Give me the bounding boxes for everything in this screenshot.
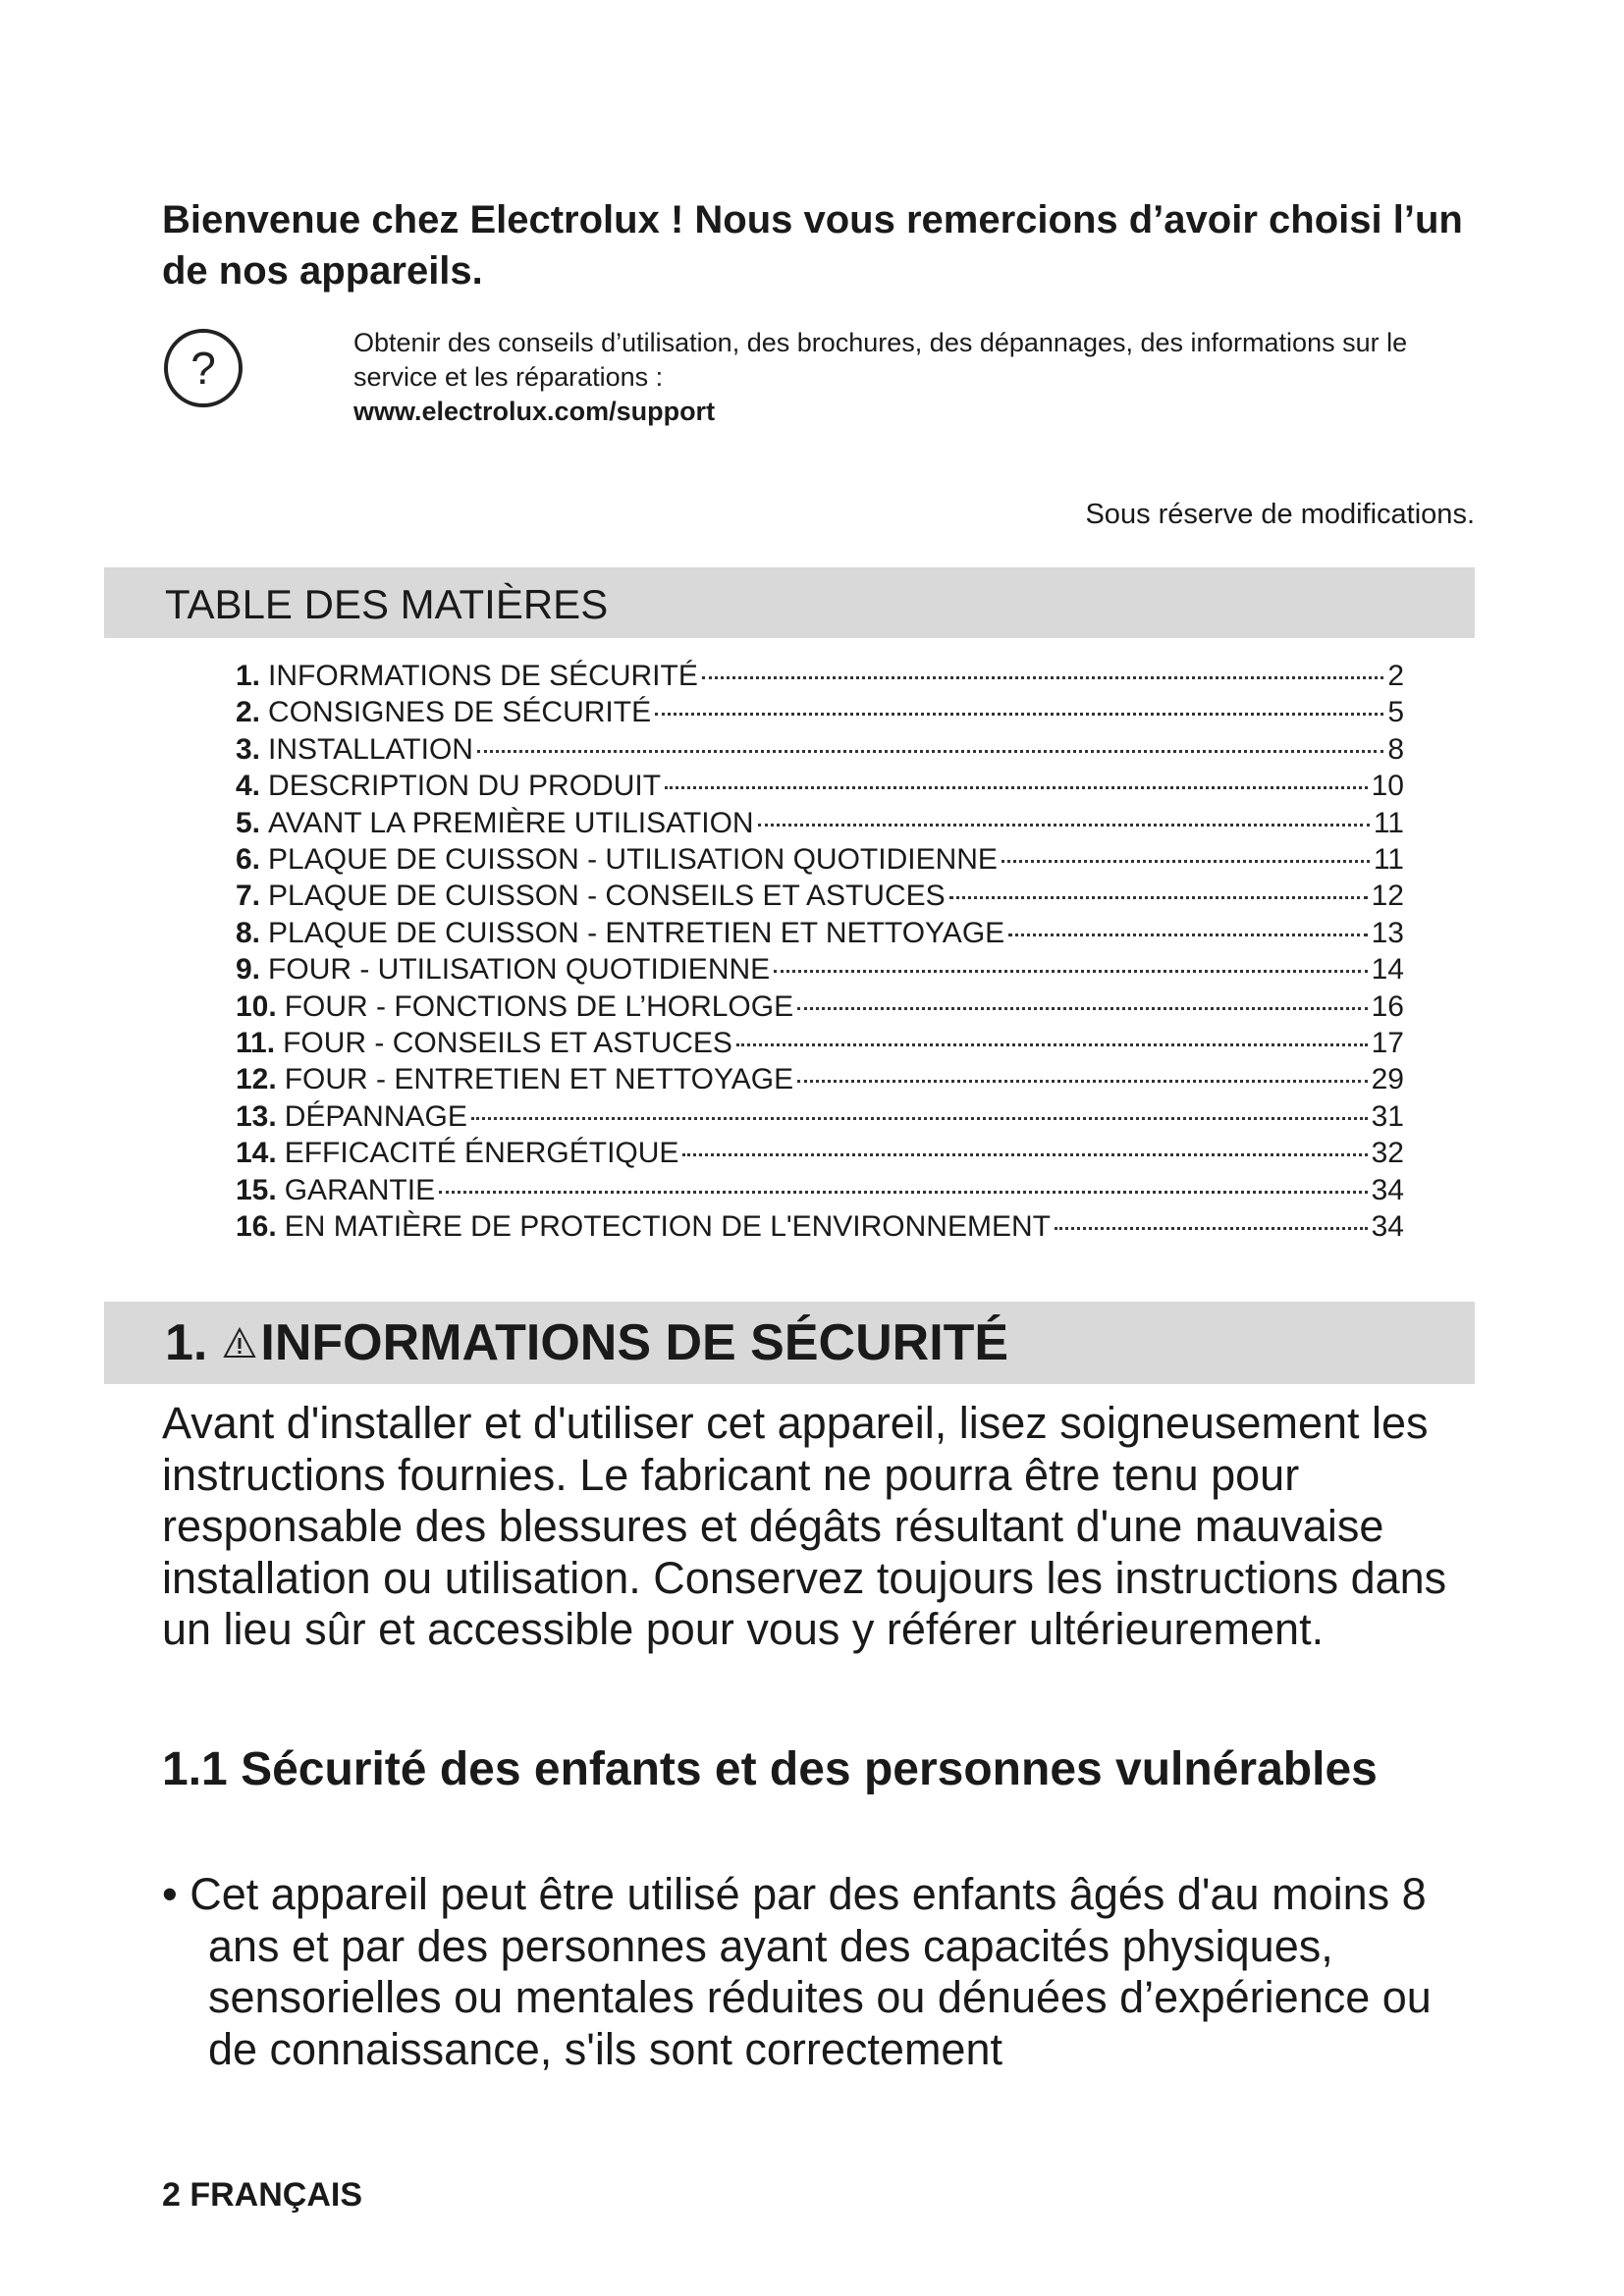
toc-item-label: AVANT LA PREMIÈRE UTILISATION: [268, 806, 754, 839]
bullet-marker: •: [162, 1869, 178, 1919]
toc-item-number: 8.: [236, 916, 261, 949]
toc-leader-dots: [758, 824, 1370, 827]
toc-item-label: EN MATIÈRE DE PROTECTION DE L'ENVIRONNEMENT: [284, 1210, 1051, 1244]
toc-item[interactable]: [236, 1061, 1404, 1097]
toc-item-page: 16: [1371, 989, 1404, 1023]
toc-item[interactable]: [236, 1098, 1404, 1135]
toc-item-number: 12.: [236, 1063, 277, 1096]
bullet-text: Cet appareil peut être utilisé par des enfants âgés d'au moins 8 ans et par des personnes ayant des capacités physiques, sensorielles ou mentales réduites ou dénuées d’expérience ou de connaissance, s'ils sont correctement: [189, 1869, 1432, 2074]
toc-item[interactable]: [236, 658, 1404, 694]
toc-item-page: 32: [1371, 1137, 1404, 1170]
toc-item[interactable]: [236, 805, 1404, 841]
toc-item-page: 34: [1371, 1210, 1404, 1244]
toc-item-page: 2: [1387, 660, 1404, 692]
toc-item-number: 16.: [236, 1210, 277, 1244]
toc-item-label: FOUR - FONCTIONS DE L’HORLOGE: [284, 989, 794, 1023]
section-number: 1.: [165, 1314, 208, 1371]
warning-icon: [223, 1327, 256, 1359]
toc-item-number: 15.: [236, 1173, 277, 1206]
toc-item-page: 11: [1373, 843, 1404, 877]
support-info: [353, 326, 1473, 429]
toc-leader-dots: [797, 1007, 1368, 1010]
bullet-item: [162, 1869, 1483, 2075]
toc-item-label: INFORMATIONS DE SÉCURITÉ: [268, 660, 698, 692]
toc-item[interactable]: [236, 1025, 1404, 1061]
support-text: Obtenir des conseils d’utilisation, des brochures, des dépannages, des informations sur le service et les réparations :: [353, 328, 1408, 392]
toc-item-label: PLAQUE DE CUISSON - ENTRETIEN ET NETTOYAGE: [268, 916, 1005, 949]
toc-item[interactable]: [236, 768, 1404, 804]
toc-leader-dots: [471, 1117, 1368, 1120]
toc-item-number: 10.: [236, 989, 277, 1023]
toc-item[interactable]: [236, 841, 1404, 878]
toc-item-label: CONSIGNES DE SÉCURITÉ: [268, 696, 652, 729]
page-footer: 2 FRANÇAIS: [162, 2176, 363, 2214]
toc-leader-dots: [702, 676, 1383, 679]
toc-item-number: 3.: [236, 732, 261, 766]
toc-item-label: DÉPANNAGE: [284, 1099, 467, 1133]
toc-item-page: 14: [1371, 953, 1404, 987]
toc-item[interactable]: [236, 988, 1404, 1025]
table-of-contents: [236, 658, 1404, 1246]
toc-item-number: 6.: [236, 843, 261, 877]
toc-item-label: EFFICACITÉ ÉNERGÉTIQUE: [284, 1137, 679, 1170]
toc-item-label: PLAQUE DE CUISSON - CONSEILS ET ASTUCES: [268, 880, 946, 913]
toc-header-bar: [104, 567, 1475, 638]
toc-leader-dots: [774, 970, 1367, 973]
section-1-header-bar: [104, 1302, 1475, 1384]
toc-leader-dots: [949, 896, 1368, 899]
toc-item-label: INSTALLATION: [268, 732, 473, 766]
toc-leader-dots: [1001, 860, 1370, 863]
safety-intro-paragraph: Avant d'installer et d'utiliser cet appareil, lisez soigneusement les instructions fournies. Le fabricant ne pourra être tenu pour responsable des blessures et dégâts résultant d'une mauvaise installation ou utilisation. Conservez toujours les instructions dans un lieu sûr et accessible pour vous y référer ultérieurement.: [162, 1398, 1447, 1654]
toc-leader-dots: [797, 1080, 1368, 1083]
toc-item-number: 13.: [236, 1099, 277, 1133]
toc-item[interactable]: [236, 951, 1404, 988]
toc-item-page: 31: [1371, 1099, 1404, 1133]
toc-item-label: FOUR - ENTRETIEN ET NETTOYAGE: [284, 1063, 794, 1096]
toc-item[interactable]: [236, 878, 1404, 914]
svg-text:?: ?: [190, 343, 216, 394]
toc-item[interactable]: [236, 694, 1404, 730]
toc-item-number: 5.: [236, 806, 261, 839]
subsection-heading: 1.1 Sécurité des enfants et des personnes vulnérables: [162, 1743, 1378, 1795]
toc-item-label: FOUR - UTILISATION QUOTIDIENNE: [268, 953, 771, 987]
toc-item[interactable]: [236, 1172, 1404, 1208]
toc-item-page: 34: [1371, 1173, 1404, 1206]
toc-item-label: DESCRIPTION DU PRODUIT: [268, 770, 662, 803]
help-question-icon: [162, 327, 244, 409]
toc-item-page: 10: [1371, 770, 1404, 803]
toc-leader-dots: [665, 786, 1368, 789]
toc-item-page: 17: [1371, 1027, 1404, 1060]
toc-leader-dots: [682, 1153, 1367, 1156]
subject-to-change-note: Sous réserve de modifications.: [1085, 499, 1475, 530]
toc-item-number: 11.: [236, 1027, 276, 1060]
toc-item-page: 13: [1371, 916, 1404, 949]
toc-leader-dots: [736, 1043, 1368, 1046]
toc-title: TABLE DES MATIÈRES: [165, 581, 609, 627]
toc-item-page: 12: [1371, 880, 1404, 913]
toc-item-page: 8: [1387, 732, 1404, 766]
toc-item-number: 2.: [236, 696, 261, 729]
toc-leader-dots: [439, 1191, 1368, 1194]
toc-item[interactable]: [236, 915, 1404, 951]
toc-leader-dots: [1055, 1227, 1368, 1230]
toc-item-label: FOUR - CONSEILS ET ASTUCES: [283, 1027, 732, 1060]
toc-item-number: 7.: [236, 880, 261, 913]
toc-item-number: 1.: [236, 660, 261, 692]
section-1-title: [165, 1313, 1008, 1372]
welcome-heading: Bienvenue chez Electrolux ! Nous vous remercions d’avoir choisi l’un de nos appareils.: [162, 198, 1463, 293]
toc-item-number: 4.: [236, 770, 261, 803]
toc-item-page: 29: [1371, 1063, 1404, 1096]
support-link[interactable]: www.electrolux.com/support: [353, 397, 716, 426]
toc-item-number: 14.: [236, 1137, 277, 1170]
toc-item-label: GARANTIE: [284, 1173, 436, 1206]
toc-item-label: PLAQUE DE CUISSON - UTILISATION QUOTIDIENNE: [268, 843, 998, 877]
toc-item[interactable]: [236, 1135, 1404, 1171]
toc-item-page: 11: [1373, 806, 1404, 839]
toc-item-page: 5: [1387, 696, 1404, 729]
section-title-text: INFORMATIONS DE SÉCURITÉ: [260, 1314, 1009, 1371]
toc-leader-dots: [655, 713, 1383, 716]
toc-leader-dots: [1008, 934, 1367, 936]
toc-item[interactable]: [236, 1208, 1404, 1245]
toc-item[interactable]: [236, 731, 1404, 768]
toc-item-number: 9.: [236, 953, 261, 987]
toc-leader-dots: [477, 750, 1383, 753]
